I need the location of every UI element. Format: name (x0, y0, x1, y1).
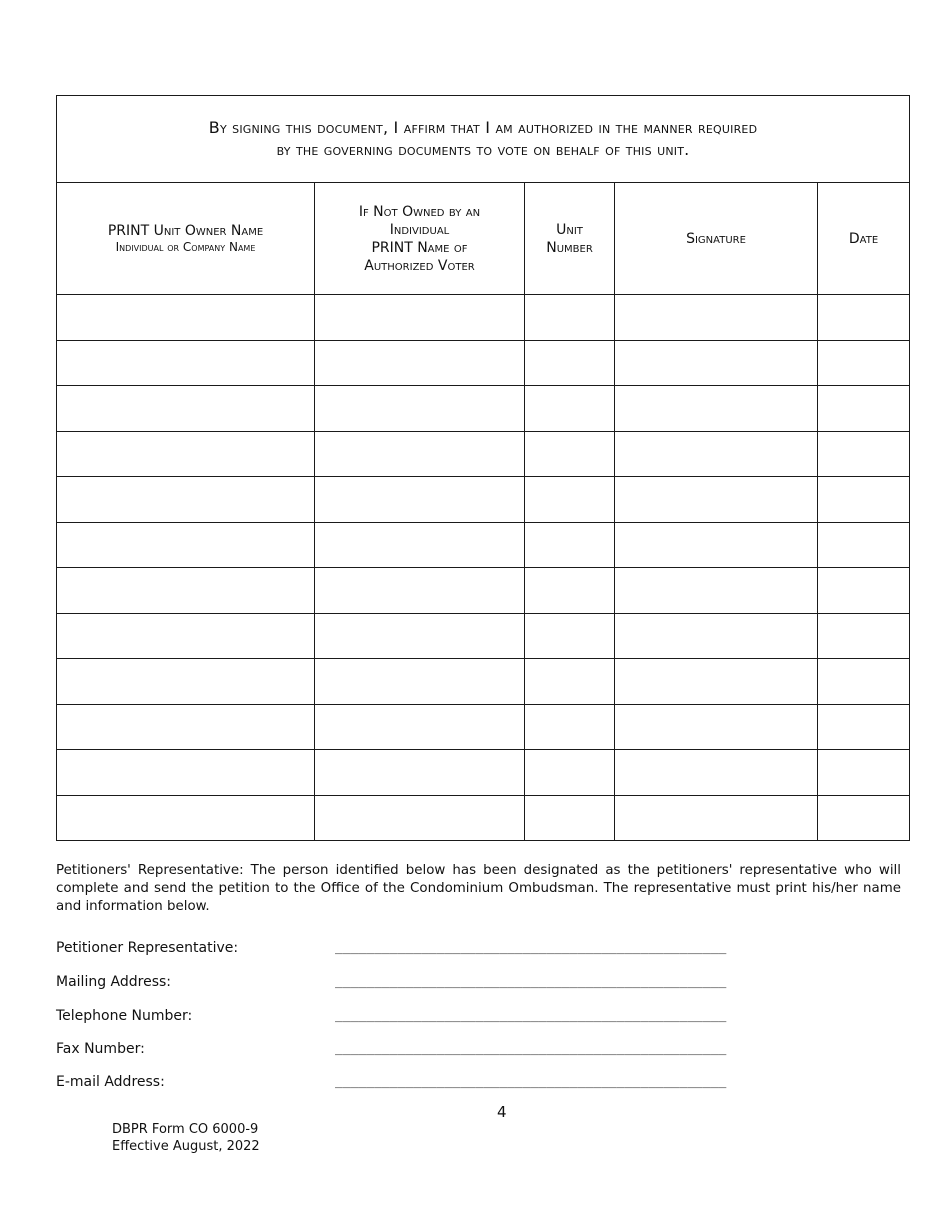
unit-number-cell[interactable] (525, 750, 615, 796)
table-row (57, 659, 910, 705)
field-fax-number (56, 1041, 886, 1061)
effective-date: Effective August, 2022 (112, 1139, 260, 1154)
header-owner-name-title: PRINT Unit Owner Name (107, 223, 264, 239)
date-cell[interactable] (818, 477, 910, 523)
unit-number-cell[interactable] (525, 386, 615, 432)
date-cell[interactable] (818, 613, 910, 659)
header-owner-name-subtitle: Individual or Company Name (115, 240, 256, 254)
authorized-voter-cell[interactable] (315, 795, 525, 841)
authorized-voter-cell[interactable] (315, 386, 525, 432)
field-telephone-number (56, 1008, 886, 1028)
unit-number-cell[interactable] (525, 659, 615, 705)
table-row (57, 522, 910, 568)
table-row (57, 795, 910, 841)
table-row (57, 704, 910, 750)
owner-name-cell[interactable] (57, 477, 315, 523)
unit-number-cell[interactable] (525, 295, 615, 341)
owner-name-cell[interactable] (57, 568, 315, 614)
table-row (57, 477, 910, 523)
authorized-voter-cell[interactable] (315, 295, 525, 341)
table-row (57, 431, 910, 477)
owner-name-cell[interactable] (57, 704, 315, 750)
field-label: Petitioner Representative: (56, 940, 239, 956)
authorized-voter-cell[interactable] (315, 522, 525, 568)
unit-number-cell[interactable] (525, 431, 615, 477)
fax-number-input-line[interactable]: __________________________________________________ (335, 1041, 727, 1056)
date-cell[interactable] (818, 386, 910, 432)
authorized-voter-cell[interactable] (315, 750, 525, 796)
form-id: DBPR Form CO 6000-9 (112, 1122, 259, 1137)
affirmation-line-2: by the governing documents to vote on behalf of this unit. (276, 140, 690, 159)
field-label: Telephone Number: (56, 1008, 193, 1024)
signature-cell[interactable] (615, 295, 818, 341)
unit-number-cell[interactable] (525, 568, 615, 614)
field-email-address (56, 1074, 886, 1094)
authorized-voter-cell[interactable] (315, 568, 525, 614)
authorized-voter-cell[interactable] (315, 431, 525, 477)
table-row (57, 750, 910, 796)
field-label: Fax Number: (56, 1041, 145, 1057)
form-footer (112, 1121, 260, 1155)
signature-cell[interactable] (615, 568, 818, 614)
signature-cell[interactable] (615, 659, 818, 705)
header-unit-number (525, 183, 615, 295)
field-label: E-mail Address: (56, 1074, 165, 1090)
owner-name-cell[interactable] (57, 613, 315, 659)
unit-number-cell[interactable] (525, 340, 615, 386)
header-authorized-voter-line-3: PRINT Name of (371, 239, 468, 256)
date-cell[interactable] (818, 568, 910, 614)
owner-name-cell[interactable] (57, 750, 315, 796)
date-cell[interactable] (818, 431, 910, 477)
owner-name-cell[interactable] (57, 340, 315, 386)
mailing-address-input-line[interactable]: __________________________________________________ (335, 974, 727, 989)
field-petitioner-representative (56, 940, 886, 960)
date-cell[interactable] (818, 750, 910, 796)
table-row (57, 295, 910, 341)
signature-cell[interactable] (615, 386, 818, 432)
header-signature: Signature (615, 183, 818, 295)
header-authorized-voter-line-1: If Not Owned by an (358, 203, 481, 220)
unit-number-cell[interactable] (525, 704, 615, 750)
owner-name-cell[interactable] (57, 795, 315, 841)
header-authorized-voter (315, 183, 525, 295)
owner-name-cell[interactable] (57, 659, 315, 705)
date-cell[interactable] (818, 522, 910, 568)
signature-cell[interactable] (615, 750, 818, 796)
table-row (57, 613, 910, 659)
voter-signature-table (56, 95, 910, 841)
owner-name-cell[interactable] (57, 295, 315, 341)
header-unit-number-line-1: Unit (556, 221, 583, 238)
table-row (57, 340, 910, 386)
unit-number-cell[interactable] (525, 613, 615, 659)
owner-name-cell[interactable] (57, 431, 315, 477)
authorized-voter-cell[interactable] (315, 477, 525, 523)
header-authorized-voter-line-4: Authorized Voter (364, 257, 475, 274)
unit-number-cell[interactable] (525, 477, 615, 523)
authorized-voter-cell[interactable] (315, 704, 525, 750)
date-cell[interactable] (818, 659, 910, 705)
signature-cell[interactable] (615, 522, 818, 568)
page-number: 4 (497, 1103, 507, 1121)
header-authorized-voter-line-2: Individual (389, 221, 450, 238)
signature-cell[interactable] (615, 340, 818, 386)
owner-name-cell[interactable] (57, 522, 315, 568)
header-owner-name (57, 183, 315, 295)
authorized-voter-cell[interactable] (315, 613, 525, 659)
signature-cell[interactable] (615, 613, 818, 659)
signature-cell[interactable] (615, 431, 818, 477)
table-row (57, 386, 910, 432)
date-cell[interactable] (818, 795, 910, 841)
petitioner-representative-input-line[interactable]: __________________________________________________ (335, 940, 727, 955)
representative-paragraph: Petitioners' Representative: The person identified below has been designated as the petitioners' representative who will complete and send the petition to the Office of the Condominium Ombudsman. The representative must print his/her name and information below. (56, 863, 901, 914)
authorized-voter-cell[interactable] (315, 340, 525, 386)
table-body (57, 295, 910, 841)
signature-cell[interactable] (615, 477, 818, 523)
table-row (57, 568, 910, 614)
unit-number-cell[interactable] (525, 522, 615, 568)
owner-name-cell[interactable] (57, 386, 315, 432)
affirmation-line-1: By signing this document, I affirm that I am authorized in the manner required (208, 118, 758, 137)
header-date: Date (818, 183, 910, 295)
telephone-number-input-line[interactable]: __________________________________________________ (335, 1008, 727, 1023)
signature-cell[interactable] (615, 795, 818, 841)
header-unit-number-line-2: Number (546, 239, 593, 256)
field-mailing-address (56, 974, 886, 994)
signature-cell[interactable] (615, 704, 818, 750)
email-address-input-line[interactable]: __________________________________________________ (335, 1074, 727, 1089)
affirmation-statement (57, 96, 910, 183)
date-cell[interactable] (818, 340, 910, 386)
unit-number-cell[interactable] (525, 795, 615, 841)
field-label: Mailing Address: (56, 974, 172, 990)
date-cell[interactable] (818, 704, 910, 750)
authorized-voter-cell[interactable] (315, 659, 525, 705)
date-cell[interactable] (818, 295, 910, 341)
